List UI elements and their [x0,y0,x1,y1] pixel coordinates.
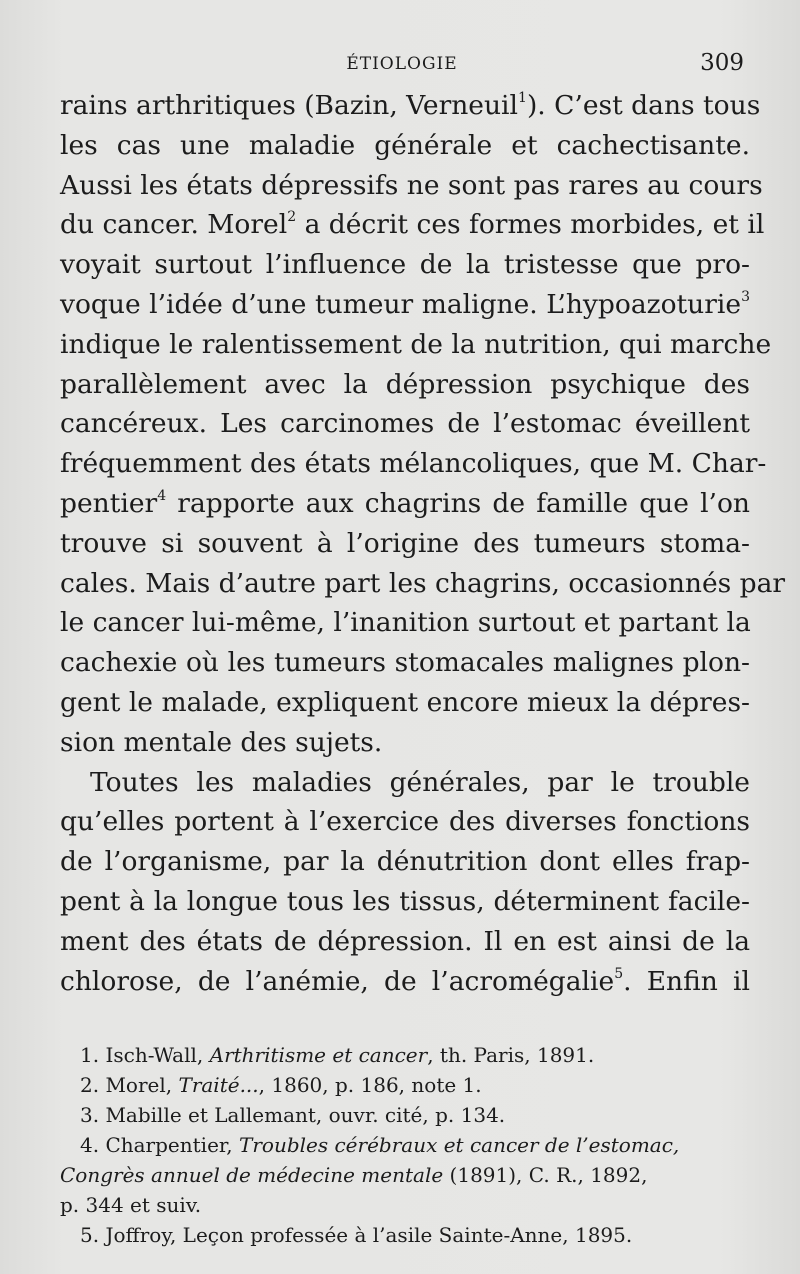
footnote-ref: 2 [287,209,297,226]
footnote-ref: 3 [741,288,750,305]
text-line: Aussi les états dépressifs ne sont pas rares au cours [60,169,763,201]
text-line: voque l’idée d’une tumeur maligne. L’hypoazoturie$^3$ [60,288,750,320]
text-line: Toutes les maladies générales, par le trouble [90,766,750,798]
text-line: cancéreux. Les carcinomes de l’estomac éveillent [60,408,750,440]
page-number: 309 [700,50,744,76]
footnote: 1. Isch-Wall, Arthritisme et cancer, th. Paris, 1891. [80,1043,595,1067]
footnote: 5. Joffroy, Leçon professée à l’asile Sainte-Anne, 1895. [80,1223,633,1247]
running-title: ÉTIOLOGIE [346,54,458,74]
footnote: 2. Morel, Traité..., 1860, p. 186, note 1. [80,1073,482,1097]
text-line: voyait surtout l’influence de la tristesse que pro- [60,249,750,281]
text-line: ment des états de dépression. Il en est ainsi de la [60,925,750,957]
text-line: cales. Mais d’autre part les chagrins, occasionnés par [60,567,786,599]
body-text [60,86,786,1001]
footnote-ref: 1 [518,90,527,106]
footnote: 3. Mabille et Lallemant, ouvr. cité, p. 134. [80,1103,506,1127]
text-line: les cas une maladie générale et cachectisante. [60,129,750,161]
text-line: le cancer lui-même, l’inanition surtout et partant la [60,607,751,639]
text-line: rains arthritiques (Bazin, Verneuil$^1$). C’est dans tous [60,90,761,121]
text-line: qu’elles portent à l’exercice des diverses fonctions [60,806,750,838]
text-line: pentier$^4$ rapporte aux chagrins de famille que l’on [60,487,750,519]
footnote: Congrès annuel de médecine mentale (1891), C. R., 1892, [60,1163,648,1187]
footnotes [60,1040,750,1250]
text-line: du cancer. Morel$^2$ a décrit ces formes morbides, et il [60,209,765,241]
text-line: gent le malade, expliquent encore mieux la dépres- [60,686,750,718]
page-header [60,50,744,80]
text-line: pent à la longue tous les tissus, déterminent facile- [60,885,750,917]
footnote-ref: 5 [614,965,624,982]
text-line: chlorose, de l’anémie, de l’acromégalie$^5$. Enfin il [60,965,750,997]
text-line: fréquemment des états mélancoliques, que M. Char- [60,448,767,480]
text-line: parallèlement avec la dépression psychique des [60,368,750,400]
text-line: de l’organisme, par la dénutrition dont elles frap- [60,846,750,878]
text-line: trouve si souvent à l’origine des tumeurs stoma- [60,527,750,559]
text-line: indique le ralentissement de la nutrition, qui marche [60,328,772,360]
text-line: cachexie où les tumeurs stomacales malignes plon- [60,647,750,679]
footnote: p. 344 et suiv. [60,1193,202,1217]
text-line: sion mentale des sujets. [60,726,383,758]
footnote-ref: 4 [157,487,167,504]
footnote: 4. Charpentier, Troubles cérébraux et cancer de l’estomac, [80,1133,680,1157]
